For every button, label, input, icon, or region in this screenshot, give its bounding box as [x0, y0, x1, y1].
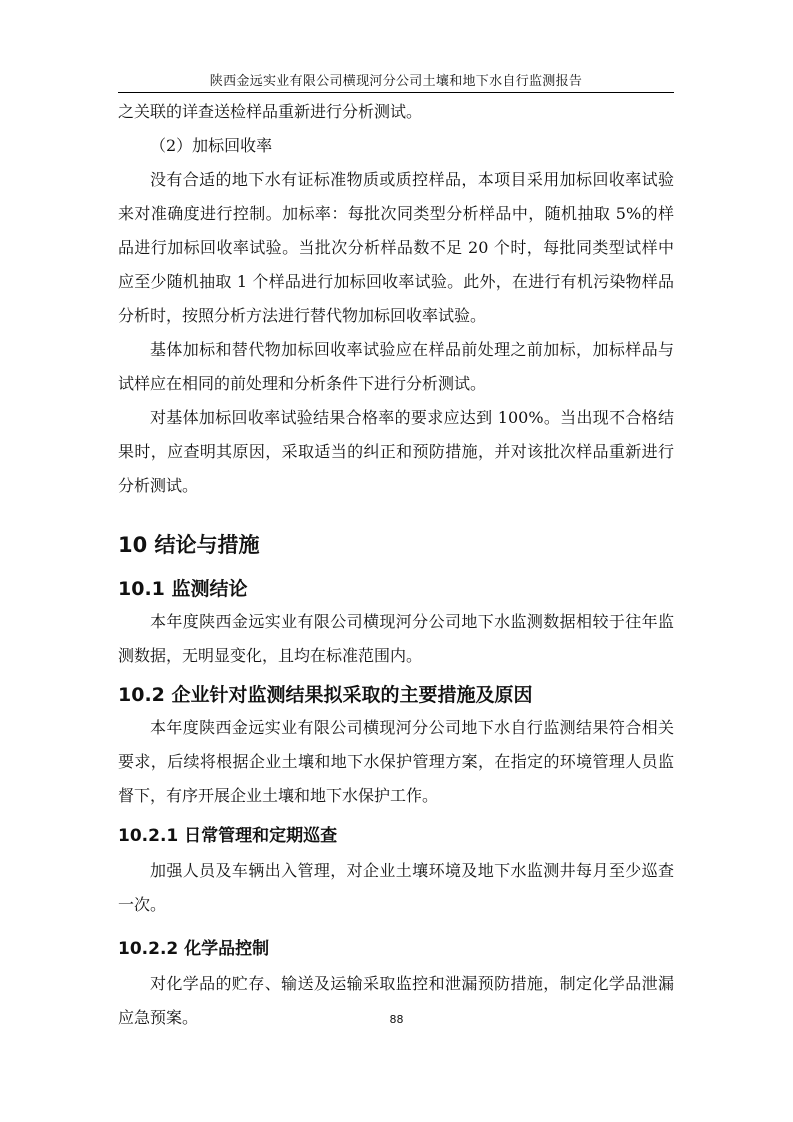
- paragraph-continued: 之关联的详查送检样品重新进行分析测试。: [118, 102, 423, 121]
- paragraph-spike-recovery-2: 基体加标和替代物加标回收率试验应在样品前处理之前加标，加标样品与试样应在相同的前处理和分析条件下进行分析测试。: [118, 340, 674, 393]
- section-10-1-heading: 10.1 监测结论: [118, 578, 248, 600]
- section-10-2-2-text: 对化学品的贮存、输送及运输采取监控和泄漏预防措施，制定化学品泄漏应急预案。: [118, 974, 674, 1027]
- section-10-2-1-heading: 10.2.1 日常管理和定期巡查: [118, 826, 338, 846]
- section-10-heading: 10 结论与措施: [118, 533, 260, 557]
- paragraph-spike-recovery-1: 没有合适的地下水有证标准物质或质控样品，本项目采用加标回收率试验来对准确度进行控制。加标率：每批次同类型分析样品中，随机抽取 5%的样品进行加标回收率试验。当批次分析样品数不足 20 个时，每批同类型试样中应至少随机抽取 1 个样品进行加标回收率试验。此外，在进行有机污染物样品分析时，按照分析方法进行替代物加标回收率试验。: [118, 170, 674, 325]
- section-10-2-text: 本年度陕西金远实业有限公司横现河分公司地下水自行监测结果符合相关要求，后续将根据企业土壤和地下水保护管理方案，在指定的环境管理人员监督下，有序开展企业土壤和地下水保护工作。: [118, 718, 674, 805]
- page-number: 88: [389, 1013, 404, 1026]
- header-rule: [118, 92, 674, 93]
- page-content: [118, 95, 674, 1035]
- page-header-title: 陕西金远实业有限公司横现河分公司土壤和地下水自行监测报告: [209, 74, 583, 89]
- section-10-2-2-heading: 10.2.2 化学品控制: [118, 939, 270, 959]
- section-10-1-text: 本年度陕西金远实业有限公司横现河分公司地下水监测数据相较于往年监测数据，无明显变化，且均在标准范围内。: [118, 612, 674, 665]
- section-10-2-1-text: 加强人员及车辆出入管理，对企业土壤环境及地下水监测井每月至少巡查一次。: [118, 861, 674, 914]
- subheading-spike-recovery: （2）加标回收率: [150, 136, 273, 155]
- paragraph-spike-recovery-3: 对基体加标回收率试验结果合格率的要求应达到 100%。当出现不合格结果时，应查明其原因，采取适当的纠正和预防措施，并对该批次样品重新进行分析测试。: [118, 408, 674, 495]
- section-10-2-heading: 10.2 企业针对监测结果拟采取的主要措施及原因: [118, 684, 533, 706]
